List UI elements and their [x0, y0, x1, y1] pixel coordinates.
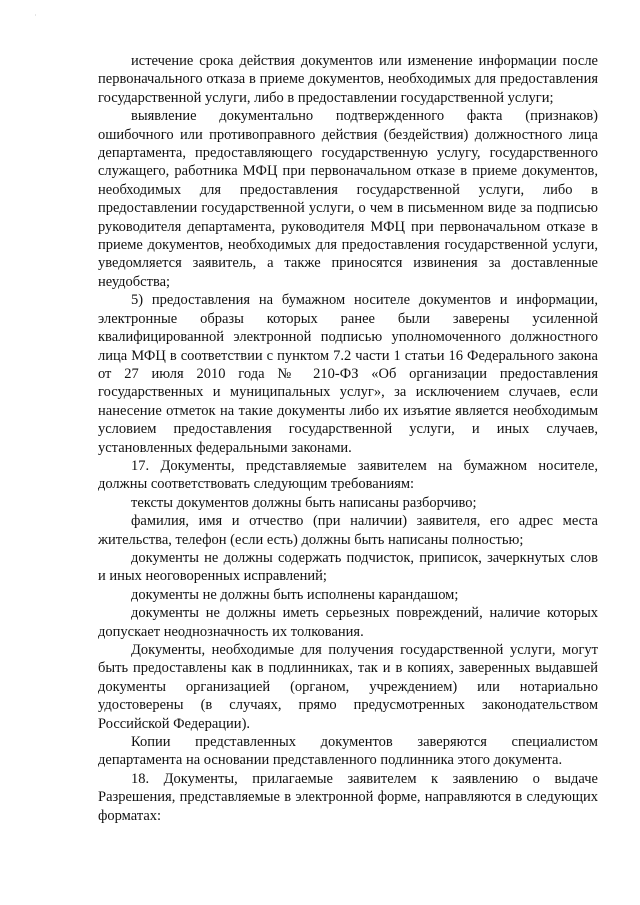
paragraph-requirement-no-erasures: документы не должны содержать подчисток, приписок, зачеркнутых слов и иных неоговоренных исправлений; [98, 549, 598, 585]
paragraph-requirement-no-damage: документы не должны иметь серьезных повреждений, наличие которых допускает неоднозначность их толкования. [98, 605, 598, 640]
document-body [98, 52, 598, 825]
paragraph-section-17: 17. Документы, представляемые заявителем на бумажном носителе, должны соответствовать следующим требованиям: [98, 457, 598, 493]
paragraph-requirement-legible: тексты документов должны быть написаны разборчиво; [131, 494, 477, 511]
paragraph-copies-certified: Копии представленных документов заверяются специалистом департамента на основании представленного подлинника этого документа. [98, 734, 598, 769]
paragraph-requirement-full-name: фамилия, имя и отчество (при наличии) заявителя, его адрес места жительства, телефон (если есть) должны быть написаны полностью; [98, 513, 598, 548]
scan-mark: ˙ [34, 13, 37, 23]
paragraph-section-18: 18. Документы, прилагаемые заявителем к заявлению о выдаче Разрешения, представляемые в электронной форме, направляются в следующих форматах: [98, 770, 598, 824]
paragraph-originals-copies: Документы, необходимые для получения государственной услуги, могут быть предоставлены как в подлинниках, так и в копиях, заверенных выдавшей документы организацией (органом, учреждением) или нотариально удостоверены (в случаях, прямо предусмотренных законодательством Российской Федерации). [98, 642, 598, 732]
paragraph-expiry: истечение срока действия документов или изменение информации после первоначального отказа в приеме документов, необходимых для предоставления государственной услуги, либо в предоставлении государственной услуги; [98, 53, 598, 106]
paragraph-requirement-no-pencil: документы не должны быть исполнены карандашом; [131, 586, 459, 603]
paragraph-error-detection: выявление документально подтвержденного факта (признаков) ошибочного или противоправного действия (бездействия) должностного лица департамента, предоставляющего государственную услугу, государственного служащего, работника МФЦ при первоначальном отказе в приеме документов, необходимых для предоставления государственной услуги, либо в предоставлении государственной услуги, о чем в письменном виде за подписью руководителя департамента, руководителя МФЦ при первоначальном отказе в приеме документов, необходимых для предоставления государственной услуги, уведомляется заявитель, а также приносятся извинения за доставленные неудобства; [98, 108, 598, 290]
paragraph-item-5: 5) предоставления на бумажном носителе документов и информации, электронные образы которых ранее были заверены усиленной квалифицированной электронной подписью уполномоченного должностного лица МФЦ в соответствии с пунктом 7.2 части 1 статьи 16 Федерального закона от 27 июля 2010 года № 210-ФЗ «Об организации предоставления государственных и муниципальных услуг», за исключением случаев, если нанесение отметок на такие документы либо их изъятие является необходимым условием предоставления государственной услуги, и иных случаев, установленных федеральными законами. [98, 292, 598, 456]
